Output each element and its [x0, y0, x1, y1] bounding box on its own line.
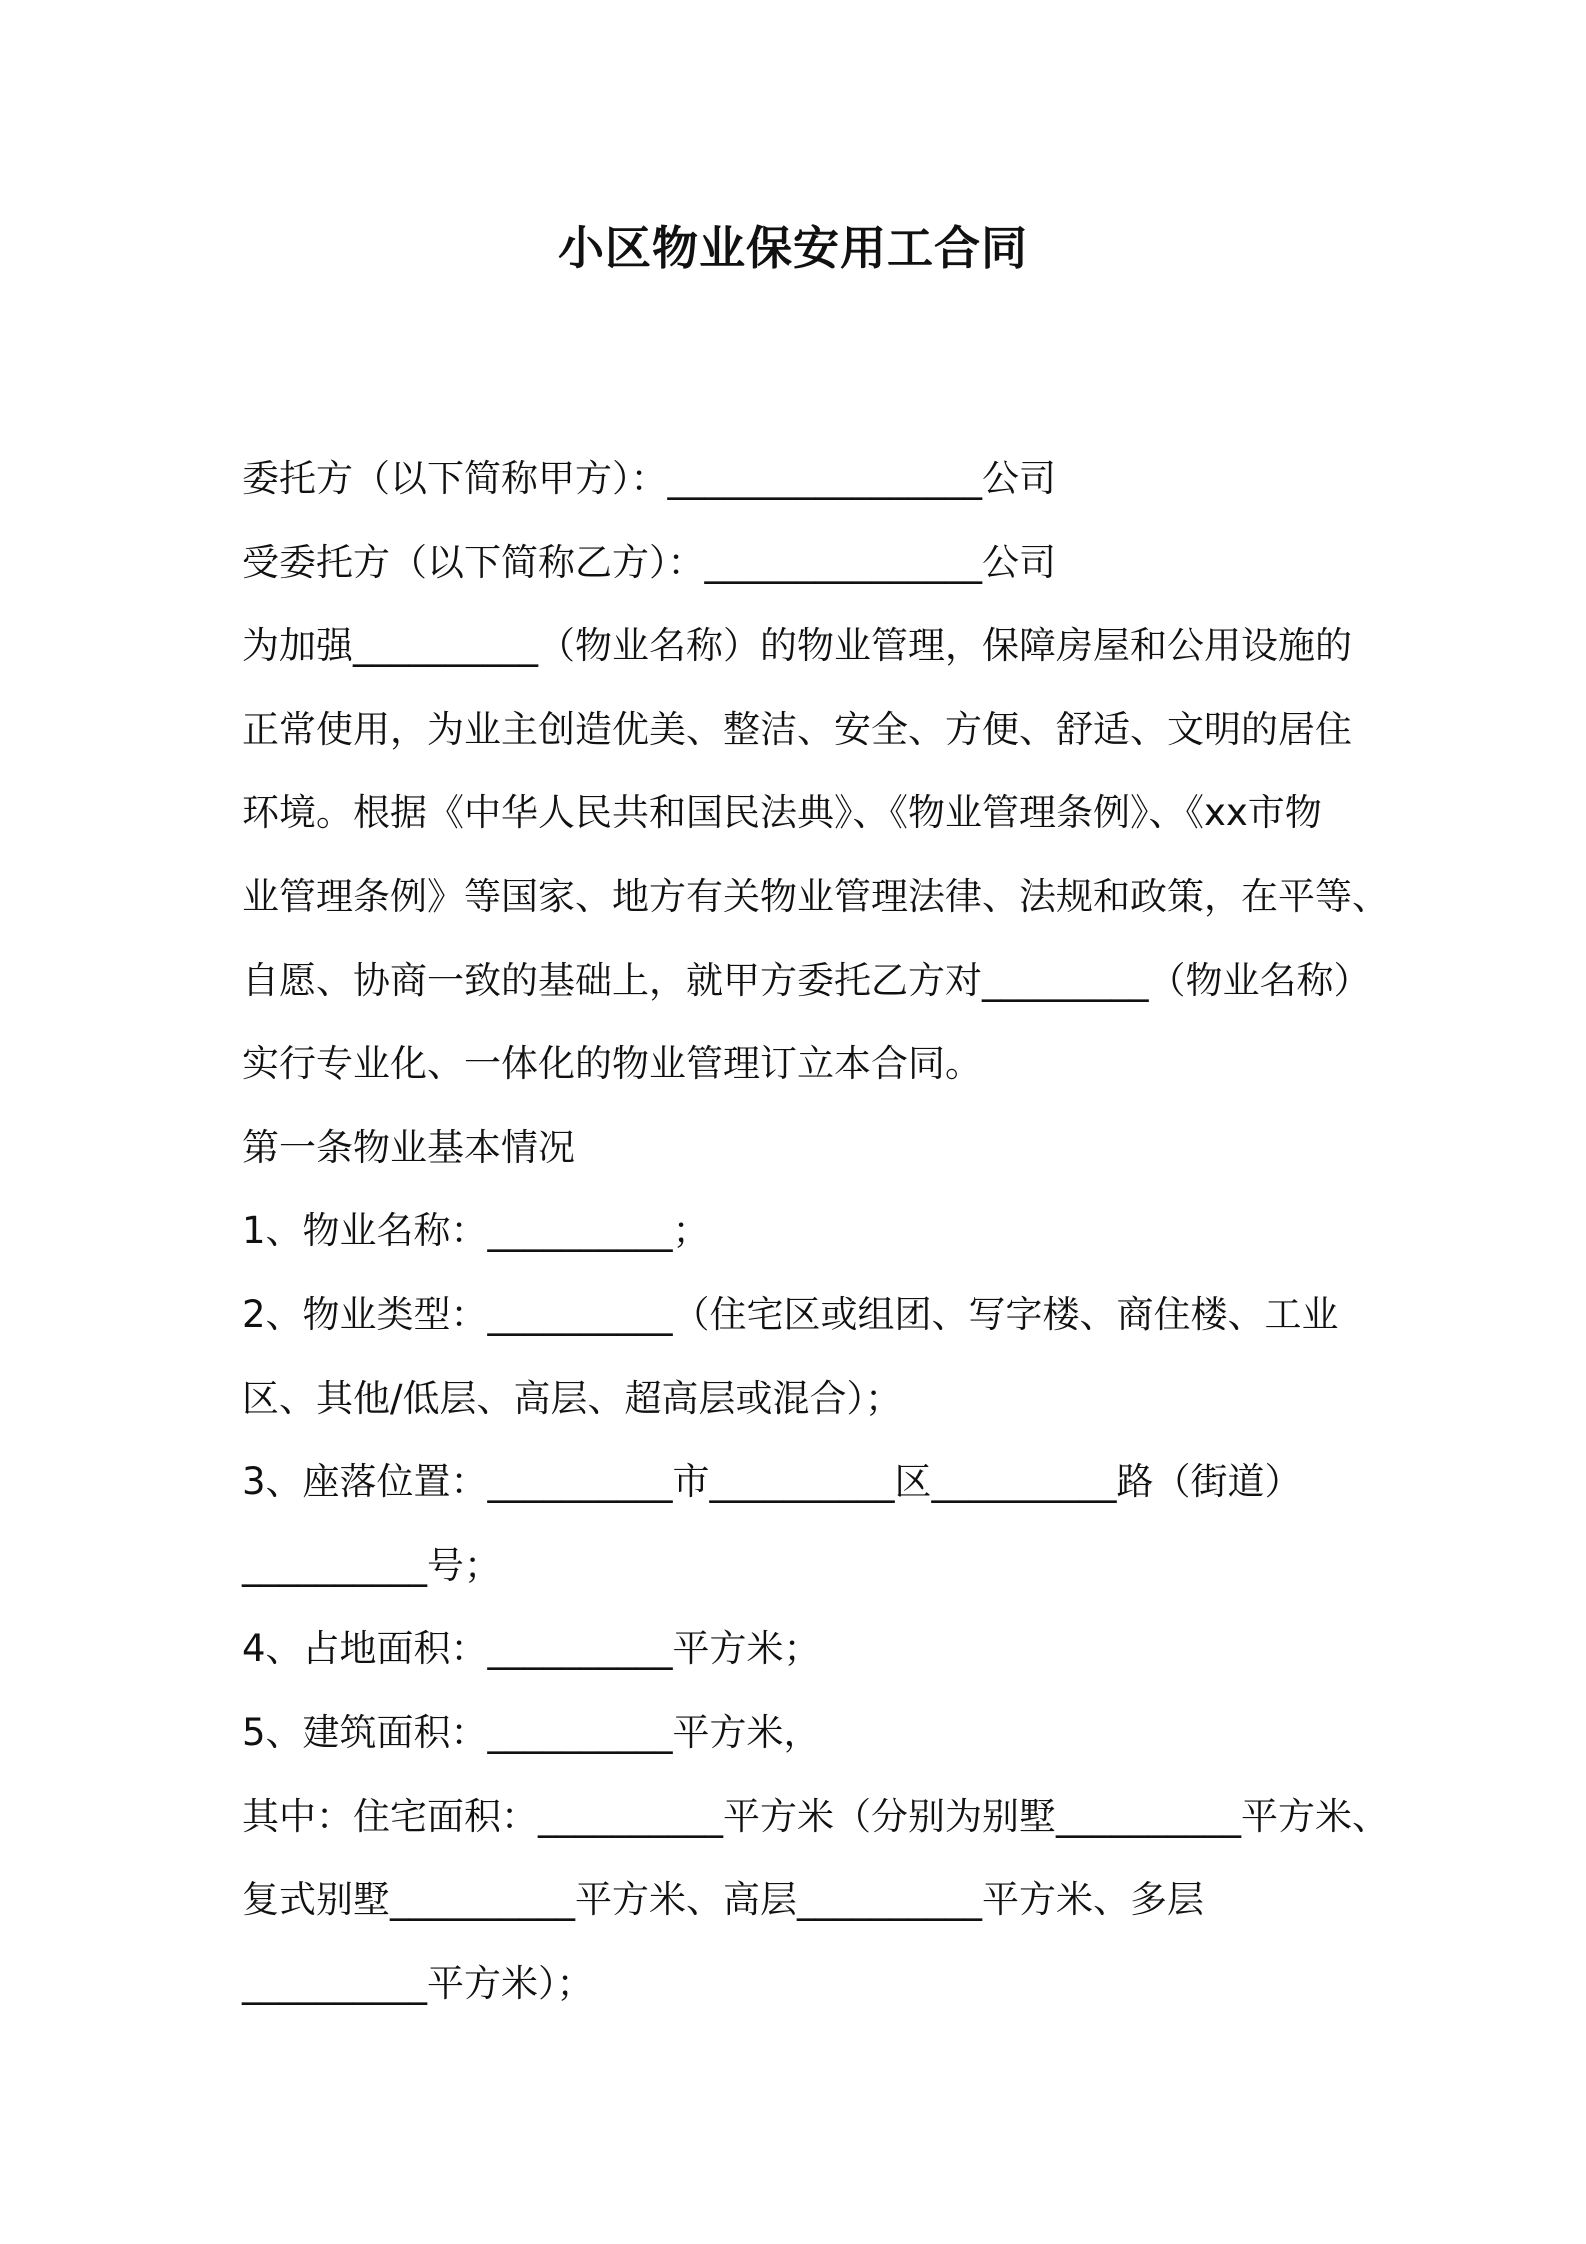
- text-line: 受委托方（以下简称乙方）：_______________公司: [242, 540, 1056, 584]
- text-line: 委托方（以下简称甲方）：_________________公司: [242, 457, 1056, 500]
- contract-body: [242, 437, 1389, 2025]
- text-line: __________号；: [242, 1543, 501, 1587]
- text-line: 业管理条例》等国家、地方有关物业管理法律、法规和政策，在平等、: [242, 874, 1389, 918]
- text-line: 自愿、协商一致的基础上，就甲方委托乙方对_________（物业名称）: [242, 958, 1371, 1002]
- text-line: 1、物业名称：__________；: [242, 1209, 710, 1253]
- text-line: 3、座落位置：__________市__________区__________路（街道）: [242, 1460, 1302, 1504]
- text-line: 2、物业类型：__________（住宅区或组团、写字楼、商住楼、工业: [242, 1292, 1339, 1336]
- text-line: 4、占地面积：__________平方米；: [242, 1627, 821, 1671]
- text-line: 为加强__________（物业名称）的物业管理，保障房屋和公用设施的: [242, 624, 1352, 668]
- text-line: 实行专业化、一体化的物业管理订立本合同。: [242, 1042, 982, 1086]
- text-line: 环境。根据《中华人民共和国民法典》、《物业管理条例》、《xx市物: [242, 791, 1322, 835]
- text-line: 其中：住宅面积：__________平方米（分别为别墅__________平方米、: [242, 1794, 1389, 1838]
- text-line: 5、建筑面积：__________平方米，: [242, 1710, 821, 1754]
- text-line: 正常使用，为业主创造优美、整洁、安全、方便、舒适、文明的居住: [242, 707, 1352, 751]
- text-line: 区、其他/低层、高层、超高层或混合）；: [242, 1376, 902, 1420]
- section-heading: 第一条物业基本情况: [242, 1125, 575, 1169]
- text-line: 复式别墅__________平方米、高层__________平方米、多层: [242, 1878, 1204, 1922]
- text-line: __________平方米）；: [242, 1961, 594, 2005]
- document-title: 小区物业保安用工合同: [558, 221, 1028, 275]
